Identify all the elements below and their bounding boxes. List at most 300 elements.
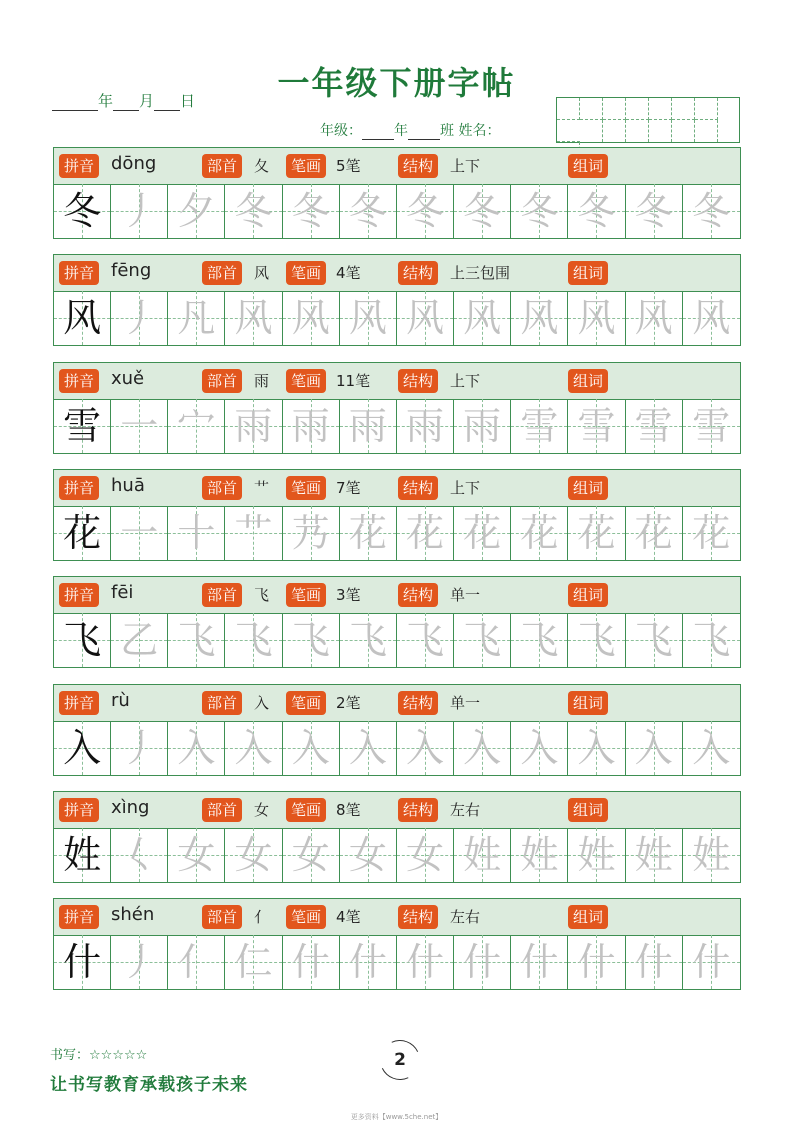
model-character: 花 [63,511,102,555]
trace-cell[interactable] [397,506,454,560]
model-character: 风 [63,296,102,340]
trace-cell[interactable] [454,399,511,453]
words-tag: 组词 [568,905,608,929]
trace-cell[interactable] [225,399,282,453]
writing-row [54,935,740,989]
trace-character: 雨 [348,404,387,448]
structure-value: 单一 [450,694,481,712]
trace-cell[interactable] [683,613,740,667]
model-character-cell [54,828,111,882]
trace-character: 花 [577,511,616,555]
radical-value: 夂 [254,157,270,175]
grade-label: 年级： [320,123,362,139]
trace-cell[interactable] [283,291,340,345]
trace-cell[interactable] [225,613,282,667]
words-tag: 组词 [568,691,608,715]
trace-cell[interactable] [454,935,511,989]
character-block-8 [53,898,741,990]
trace-cell[interactable] [626,935,683,989]
pinyin-tag: 拼音 [59,798,99,822]
structure-value: 左右 [450,801,481,819]
trace-cell[interactable] [626,291,683,345]
trace-cell[interactable] [340,184,397,238]
trace-character: 姓 [692,833,731,877]
trace-character: 花 [463,511,502,555]
trace-cell[interactable] [568,291,625,345]
trace-cell[interactable] [340,506,397,560]
character-header [54,792,740,829]
trace-character: 什 [463,940,502,984]
words-tag: 组词 [568,583,608,607]
trace-character: 飞 [634,618,673,662]
strokes-tag: 笔画 [286,476,326,500]
structure-tag: 结构 [398,691,438,715]
character-header [54,685,740,722]
trace-character: 入 [348,726,387,770]
trace-cell[interactable] [626,184,683,238]
model-character: 冬 [63,189,102,233]
pinyin-tag: 拼音 [59,261,99,285]
trace-cell[interactable] [168,613,225,667]
trace-character: 飞 [291,618,330,662]
writing-row [54,399,740,453]
character-header [54,363,740,400]
radical-tag: 部首 [202,905,242,929]
trace-cell[interactable] [568,399,625,453]
date-year-label: 年 [98,92,114,110]
writing-row [54,506,740,560]
model-character-cell [54,613,111,667]
trace-cell[interactable] [626,721,683,775]
strokes-value: 2笔 [336,694,361,712]
strokes-value: 5笔 [336,157,361,175]
strokes-value: 4笔 [336,264,361,282]
trace-character: 一 [120,404,159,448]
trace-character: 姓 [520,833,559,877]
trace-character: 什 [520,940,559,984]
strokes-tag: 笔画 [286,798,326,822]
trace-character: 飞 [406,618,445,662]
trace-cell[interactable] [225,506,282,560]
trace-cell[interactable] [225,828,282,882]
model-character: 入 [63,726,102,770]
trace-cell[interactable] [397,828,454,882]
character-header [54,255,740,292]
trace-cell[interactable] [397,291,454,345]
trace-cell[interactable] [340,399,397,453]
trace-cell[interactable] [511,613,568,667]
character-header [54,470,740,507]
trace-character: 风 [520,296,559,340]
structure-tag: 结构 [398,261,438,285]
trace-cell[interactable] [225,291,282,345]
trace-character: 花 [634,511,673,555]
strokes-tag: 笔画 [286,583,326,607]
trace-character: 风 [634,296,673,340]
name-writing-grid[interactable] [556,97,740,143]
trace-cell[interactable] [511,828,568,882]
trace-cell[interactable] [454,291,511,345]
trace-cell[interactable] [511,506,568,560]
page-number-text: 2 [394,1050,406,1070]
model-character-cell [54,184,111,238]
trace-cell[interactable] [568,935,625,989]
trace-character: 飞 [348,618,387,662]
writing-row [54,291,740,345]
writing-row [54,184,740,238]
trace-character: 仁 [234,940,273,984]
trace-cell[interactable] [168,935,225,989]
pinyin-tag: 拼音 [59,476,99,500]
trace-cell[interactable] [626,613,683,667]
trace-cell[interactable] [111,291,168,345]
slogan: 让书写教育承载孩子未来 [50,1075,248,1095]
trace-cell[interactable] [168,828,225,882]
trace-character: 什 [406,940,445,984]
trace-character: 冬 [520,189,559,233]
trace-cell[interactable] [111,721,168,775]
trace-character: 雨 [234,404,273,448]
trace-cell[interactable] [683,935,740,989]
trace-cell[interactable] [340,935,397,989]
structure-tag: 结构 [398,583,438,607]
trace-cell[interactable] [454,828,511,882]
pinyin-value: fēi [111,582,134,603]
trace-cell[interactable] [397,613,454,667]
trace-cell[interactable] [454,721,511,775]
radical-tag: 部首 [202,369,242,393]
trace-cell[interactable] [283,506,340,560]
model-character-cell [54,721,111,775]
trace-cell[interactable] [111,613,168,667]
trace-character: 入 [520,726,559,770]
trace-cell[interactable] [397,935,454,989]
trace-character: 夕 [177,189,216,233]
trace-cell[interactable] [340,291,397,345]
character-header [54,577,740,614]
trace-cell[interactable] [511,291,568,345]
trace-cell[interactable] [626,828,683,882]
trace-cell[interactable] [168,184,225,238]
model-character: 什 [63,940,102,984]
model-character: 飞 [63,618,102,662]
trace-character: 冬 [406,189,445,233]
pinyin-value: rù [111,690,130,711]
trace-character: 女 [406,833,445,877]
trace-character: 什 [291,940,330,984]
trace-cell[interactable] [340,613,397,667]
model-character-cell [54,935,111,989]
trace-character: 花 [692,511,731,555]
trace-character: 丿 [120,189,159,233]
class-label: 班 [440,123,454,139]
trace-cell[interactable] [111,935,168,989]
trace-character: 什 [348,940,387,984]
radical-value: 入 [254,694,270,712]
trace-character: 入 [463,726,502,770]
structure-tag: 结构 [398,369,438,393]
character-block-2 [53,254,741,346]
pinyin-value: fēng [111,260,152,281]
structure-tag: 结构 [398,476,438,500]
name-label: 姓名： [458,123,501,139]
radical-value: 风 [254,264,270,282]
trace-character: 雪 [577,404,616,448]
trace-cell[interactable] [454,184,511,238]
trace-cell[interactable] [397,721,454,775]
trace-character: 入 [406,726,445,770]
radical-tag: 部首 [202,691,242,715]
character-header [54,148,740,185]
trace-cell[interactable] [225,184,282,238]
trace-character: 冬 [634,189,673,233]
trace-cell[interactable] [168,399,225,453]
trace-cell[interactable] [683,399,740,453]
trace-character: 凡 [177,296,216,340]
trace-cell[interactable] [511,184,568,238]
trace-cell[interactable] [168,506,225,560]
page-title: 一年级下册字帖 [277,64,516,102]
trace-character: 雨 [406,404,445,448]
character-block-1 [53,147,741,239]
writing-row [54,721,740,775]
pinyin-value: xìng [111,797,150,818]
strokes-value: 3笔 [336,586,361,604]
trace-cell[interactable] [283,935,340,989]
trace-character: 飞 [177,618,216,662]
trace-character: 艿 [291,511,330,555]
words-tag: 组词 [568,798,608,822]
trace-character: 入 [577,726,616,770]
trace-character: 雪 [520,404,559,448]
trace-character: 冬 [234,189,273,233]
radical-value: 飞 [254,586,270,604]
pinyin-value: xuě [111,368,145,389]
trace-character: 一 [120,511,159,555]
trace-character: 什 [634,940,673,984]
trace-cell[interactable] [626,506,683,560]
strokes-tag: 笔画 [286,691,326,715]
trace-character: 花 [520,511,559,555]
trace-character: 风 [348,296,387,340]
pinyin-tag: 拼音 [59,905,99,929]
date-line [52,90,195,111]
page-number [380,1040,420,1080]
trace-cell[interactable] [683,828,740,882]
trace-cell[interactable] [683,291,740,345]
trace-character: 十 [177,511,216,555]
trace-character: 女 [348,833,387,877]
trace-character: 飞 [463,618,502,662]
strokes-value: 8笔 [336,801,361,819]
trace-character: 丿 [120,296,159,340]
pinyin-value: dōng [111,153,157,174]
structure-tag: 结构 [398,154,438,178]
grade-year-label: 年 [394,123,408,139]
trace-cell[interactable] [568,721,625,775]
structure-value: 上三包围 [450,264,511,282]
trace-cell[interactable] [283,184,340,238]
structure-value: 单一 [450,586,481,604]
radical-tag: 部首 [202,583,242,607]
structure-tag: 结构 [398,905,438,929]
trace-character: 入 [692,726,731,770]
trace-cell[interactable] [340,721,397,775]
writing-row [54,828,740,882]
trace-cell[interactable] [283,721,340,775]
trace-character: 冬 [577,189,616,233]
trace-cell[interactable] [683,506,740,560]
trace-cell[interactable] [111,399,168,453]
trace-character: 姓 [463,833,502,877]
structure-value: 左右 [450,908,481,926]
trace-cell[interactable] [683,184,740,238]
trace-cell[interactable] [168,721,225,775]
character-block-6 [53,684,741,776]
radical-value: 雨 [254,372,270,390]
trace-character: 飞 [520,618,559,662]
trace-character: 风 [692,296,731,340]
trace-cell[interactable] [111,506,168,560]
character-block-7 [53,791,741,883]
pinyin-value: shén [111,904,155,925]
trace-cell[interactable] [283,613,340,667]
trace-character: 风 [577,296,616,340]
model-character: 雪 [63,404,102,448]
strokes-value: 4笔 [336,908,361,926]
trace-character: 冬 [291,189,330,233]
trace-character: 雨 [291,404,330,448]
structure-value: 上下 [450,479,481,497]
radical-value: 亻 [254,908,270,926]
character-header [54,899,740,936]
radical-value: 艹 [254,479,270,497]
trace-character: 女 [177,833,216,877]
trace-character: 飞 [692,618,731,662]
character-block-4 [53,469,741,561]
trace-cell[interactable] [568,828,625,882]
trace-character: 花 [406,511,445,555]
trace-character: 亻 [177,940,216,984]
trace-character: 入 [291,726,330,770]
trace-character: 女 [291,833,330,877]
trace-cell[interactable] [225,721,282,775]
trace-cell[interactable] [340,828,397,882]
strokes-tag: 笔画 [286,905,326,929]
trace-character: 雨 [463,404,502,448]
trace-character: 冬 [692,189,731,233]
trace-cell[interactable] [511,721,568,775]
date-month-label: 月 [139,92,155,110]
words-tag: 组词 [568,154,608,178]
trace-character: 风 [234,296,273,340]
character-block-5 [53,576,741,668]
date-day-label: 日 [180,92,196,110]
pinyin-tag: 拼音 [59,583,99,607]
source-note: 更多资料【www.5che.net】 [350,1113,443,1121]
trace-character: 雪 [634,404,673,448]
trace-cell[interactable] [397,399,454,453]
trace-character: 姓 [577,833,616,877]
trace-cell[interactable] [683,721,740,775]
trace-character: 什 [692,940,731,984]
strokes-value: 7笔 [336,479,361,497]
trace-character: 风 [463,296,502,340]
trace-character: 飞 [577,618,616,662]
trace-cell[interactable] [568,184,625,238]
trace-character: 雪 [692,404,731,448]
strokes-tag: 笔画 [286,154,326,178]
radical-value: 女 [254,801,270,819]
trace-character: 𡿨 [120,833,159,877]
pinyin-tag: 拼音 [59,154,99,178]
trace-character: 冬 [463,189,502,233]
character-block-3 [53,362,741,454]
structure-value: 上下 [450,157,481,175]
radical-tag: 部首 [202,261,242,285]
trace-character: 风 [406,296,445,340]
trace-character: 宀 [177,404,216,448]
trace-character: 丿 [120,726,159,770]
trace-character: 冬 [348,189,387,233]
structure-value: 上下 [450,372,481,390]
trace-cell[interactable] [511,399,568,453]
trace-cell[interactable] [568,506,625,560]
trace-character: 风 [291,296,330,340]
trace-cell[interactable] [225,935,282,989]
structure-tag: 结构 [398,798,438,822]
radical-tag: 部首 [202,154,242,178]
trace-character: 飞 [234,618,273,662]
trace-cell[interactable] [454,506,511,560]
trace-character: 花 [348,511,387,555]
student-info [320,120,500,140]
radical-tag: 部首 [202,798,242,822]
trace-character: 什 [577,940,616,984]
trace-character: 乙 [120,618,159,662]
pinyin-value: huā [111,475,145,496]
words-tag: 组词 [568,476,608,500]
trace-character: 女 [234,833,273,877]
trace-cell[interactable] [626,399,683,453]
trace-character: 入 [177,726,216,770]
trace-character: 入 [234,726,273,770]
model-character: 姓 [63,833,102,877]
writing-row [54,613,740,667]
strokes-tag: 笔画 [286,261,326,285]
rating-stars: 书写：☆☆☆☆☆ [50,1048,148,1063]
trace-cell[interactable] [568,613,625,667]
words-tag: 组词 [568,369,608,393]
trace-cell[interactable] [168,291,225,345]
trace-cell[interactable] [454,613,511,667]
pinyin-tag: 拼音 [59,691,99,715]
strokes-tag: 笔画 [286,369,326,393]
model-character-cell [54,399,111,453]
trace-character: 艹 [234,511,273,555]
trace-character: 姓 [634,833,673,877]
model-character-cell [54,291,111,345]
trace-cell[interactable] [111,184,168,238]
trace-cell[interactable] [283,828,340,882]
trace-cell[interactable] [397,184,454,238]
trace-cell[interactable] [511,935,568,989]
pinyin-tag: 拼音 [59,369,99,393]
trace-cell[interactable] [111,828,168,882]
strokes-value: 11笔 [336,372,371,390]
trace-cell[interactable] [283,399,340,453]
trace-character: 丿 [120,940,159,984]
